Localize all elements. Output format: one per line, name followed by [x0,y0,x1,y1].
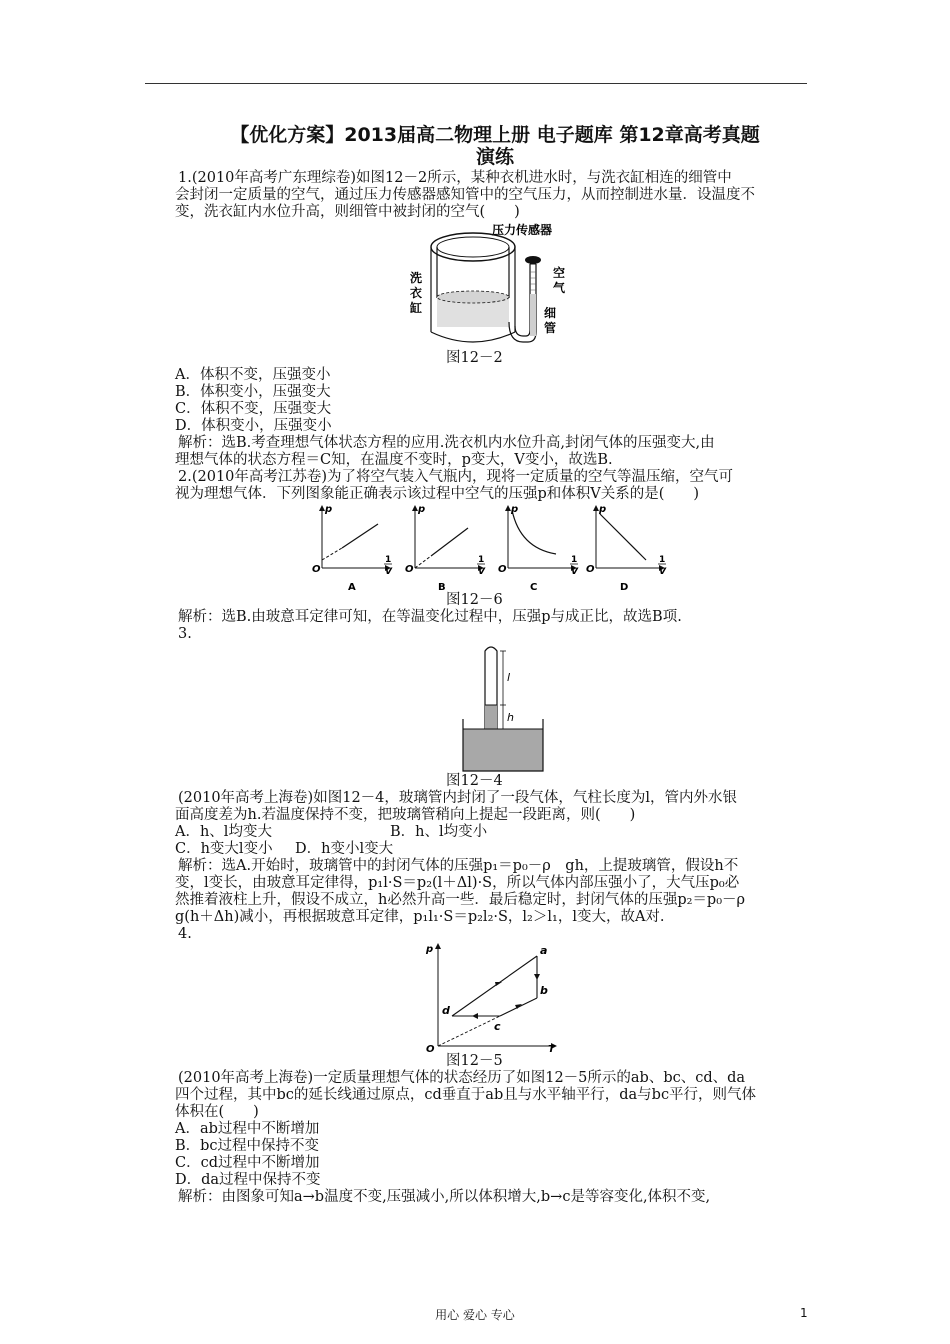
tank-label-1: 洗 [410,271,423,285]
tube-label-1: 细 [544,306,557,320]
q1-line-1: 1.(2010年高考广东理综卷)如图12－2所示，某种衣机进水时，与洗衣缸相连的细管中 [178,170,732,186]
svg-text:T: T [548,1044,555,1055]
q1-option-b: B．体积变小，压强变大 [175,384,331,400]
point-a: a [540,944,548,957]
svg-text:p: p [426,944,434,955]
q4-line-2: 四个过程，其中bc的延长线通过原点，cd垂直于ab且与水平轴平行，da与bc平行，则气体 [175,1087,757,1103]
q2-line-1: 2.(2010年高考江苏卷)为了将空气装入气瓶内，现将一定质量的空气等温压缩，空气可 [178,469,734,485]
tube-l-label: l [507,671,511,684]
q2-analysis: 解析：选B.由玻意耳定律可知，在等温变化过程中，压强p与成正比，故选B项. [178,609,682,625]
title-line-2: 演练 [475,146,514,168]
tank-label-3: 缸 [410,301,423,315]
tube-h-label: h [507,711,514,724]
q1-option-d: D．体积变小，压强变小 [175,418,332,434]
svg-text:p: p [418,504,426,515]
q1-option-a: A．体积不变，压强变小 [175,367,331,383]
figure-caption-12-5: 图12－5 [446,1053,503,1069]
q1-option-c: C．体积不变，压强变大 [175,401,332,417]
q3-line-2: 面高度差为h.若温度保持不变，把玻璃管稍向上提起一段距离，则( ) [175,807,636,823]
tube-label-2: 管 [544,321,557,335]
q4-line-3: 体积在( ) [175,1104,259,1120]
q2-line-2: 视为理想气体．下列图象能正确表示该过程中空气的压强p和体积V关系的是( ) [175,486,700,502]
svg-text:1: 1 [571,555,578,565]
graph-d-label: D [620,582,629,593]
svg-text:p: p [325,504,333,515]
q3-analysis-4: g(h＋Δh)减小，再根据玻意耳定律，p₁l₁·S＝p₂l₂·S，l₂＞l₁，l变大，故A对. [175,909,665,925]
pv-graph-d [580,500,680,598]
svg-text:V: V [478,567,485,577]
svg-text:1: 1 [478,555,485,565]
q3-option-d: D．h变小l变大 [295,841,394,857]
q4-option-c: C．cd过程中不断增加 [175,1155,320,1171]
svg-text:p: p [599,504,607,515]
q3-analysis-3: 然推着液柱上升，假设不成立，h必然升高一些．最后稳定时，封闭气体的压强p₂＝p₀－ρ [175,892,746,908]
graph-c [498,504,579,593]
washing-machine-figure [408,222,583,358]
graph-a-label: A [348,582,356,593]
figure-caption-12-4: 图12－4 [446,773,503,789]
svg-text:V: V [659,567,666,577]
q4-option-d: D．da过程中保持不变 [175,1172,321,1188]
point-b: b [540,984,548,997]
sensor-label: 压力传感器 [492,223,553,237]
figure-caption-12-6: 图12－6 [446,592,503,608]
figure-caption-12-2: 图12－2 [446,350,503,366]
svg-text:O: O [586,564,595,575]
q4-line-1: (2010年高考上海卷)一定质量理想气体的状态经历了如图12－5所示的ab、bc、cd、da [178,1070,746,1086]
q3-option-b: B．h、l均变小 [390,824,488,840]
q4-option-b: B．bc过程中保持不变 [175,1138,320,1154]
q4-number: 4. [178,926,192,942]
graph-a [312,504,393,593]
pv-graphs-figure [300,500,600,598]
q1-line-3: 变，洗衣缸内水位升高，则细管中被封闭的空气( ) [175,204,520,220]
glass-tube-figure [455,643,555,775]
q1-analysis-1: 解析：选B.考查理想气体状态方程的应用.洗衣机内水位升高,封闭气体的压强变大,由 [178,435,715,451]
q1-line-2: 会封闭一定质量的空气，通过压力传感器感知管中的空气压力，从而控制进水量．设温度不 [175,187,755,203]
tank-label-2: 衣 [410,286,423,300]
title-line-1: 【优化方案】2013届高二物理上册 电子题库 第12章高考真题 [230,124,760,146]
q3-analysis-2: 变，l变长，由玻意耳定律得，p₁l·S＝p₂(l＋Δl)·S，所以气体内部压强小了，大气压p₀必 [175,875,740,891]
q4-option-a: A．ab过程中不断增加 [175,1121,320,1137]
pt-graph-figure [422,938,572,1056]
air-label-2: 气 [553,281,566,295]
graph-b-label: B [438,582,446,593]
svg-text:O: O [498,564,507,575]
svg-text:1: 1 [385,555,392,565]
page-title [180,124,810,168]
page-number: 1 [800,1306,808,1320]
q3-option-a: A．h、l均变大 [175,824,272,840]
svg-text:V: V [571,567,578,577]
svg-text:O: O [405,564,414,575]
header-rule [145,83,807,84]
q3-number: 3. [178,626,192,642]
air-label-1: 空 [553,266,566,280]
point-d: d [442,1004,450,1017]
svg-text:O: O [426,1044,435,1055]
q3-analysis-1: 解析：选A.开始时，玻璃管中的封闭气体的压强p₁＝p₀－ρ gh，上提玻璃管，假设h不 [178,858,739,874]
page-footer: 用心 爱心 专心 [435,1308,515,1322]
q3-option-c: C．h变大l变小 [175,841,273,857]
graph-c-label: C [530,582,538,593]
svg-text:V: V [385,567,392,577]
graph-b [405,504,486,593]
q3-line-1: (2010年高考上海卷)如图12－4，玻璃管内封闭了一段气体，气柱长度为l，管内外水银 [178,790,738,806]
svg-text:p: p [511,504,519,515]
point-c: c [494,1020,501,1033]
svg-text:O: O [312,564,321,575]
svg-text:1: 1 [659,555,666,565]
q1-analysis-2: 理想气体的状态方程＝C知，在温度不变时，p变大，V变小，故选B. [175,452,613,468]
q4-analysis: 解析：由图象可知a→b温度不变,压强减小,所以体积增大,b→c是等容变化,体积不变, [178,1189,711,1205]
